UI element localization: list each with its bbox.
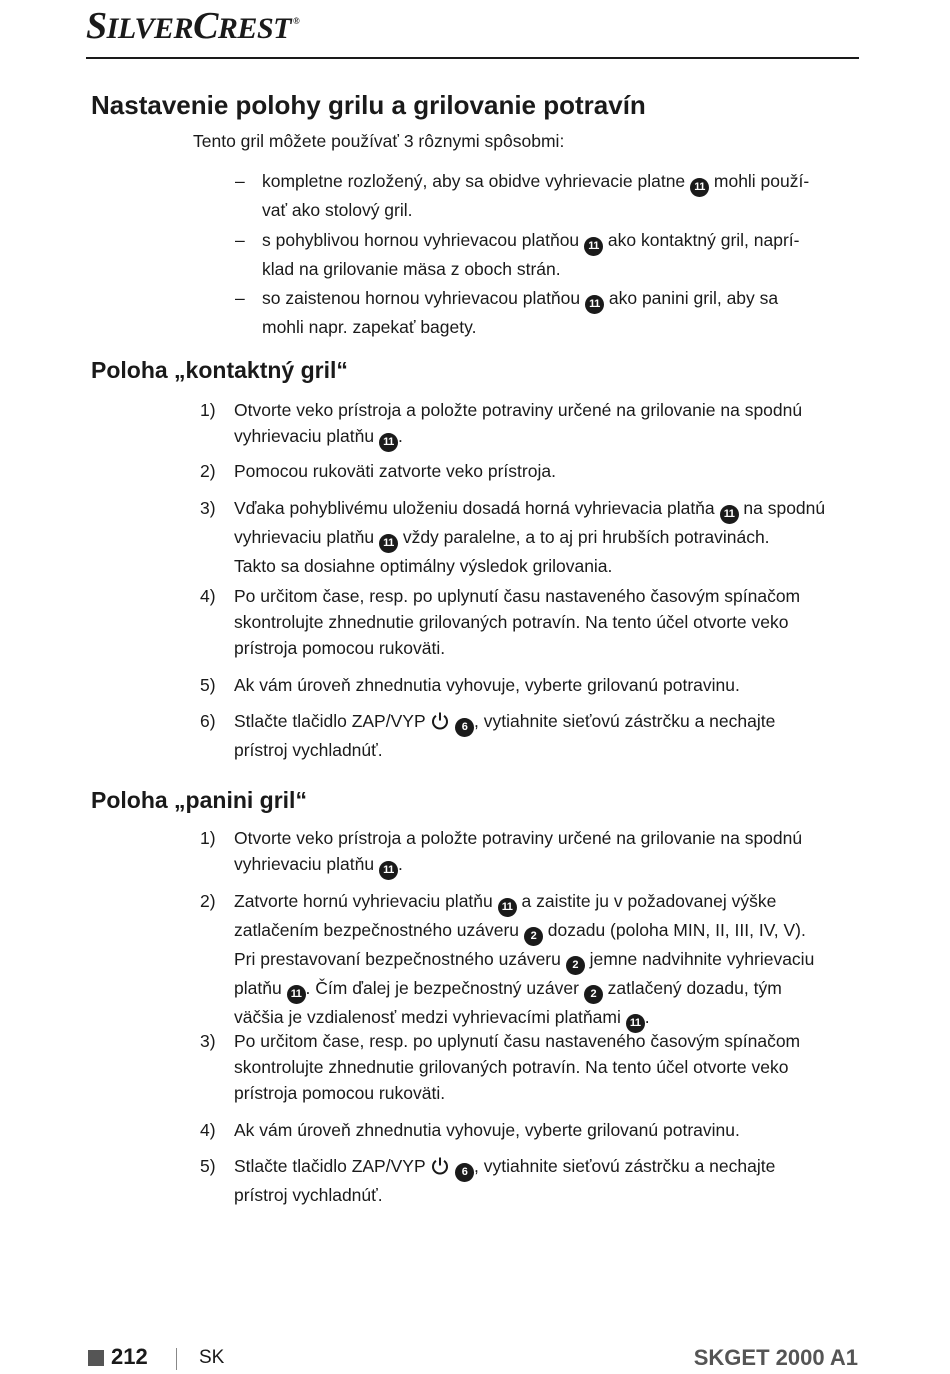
step-item: 5) Ak vám úroveň zhnednutia vyhovuje, vyberte grilovanú potravinu. <box>200 675 740 695</box>
page-title: Nastavenie polohy grilu a grilovanie potravín <box>91 90 646 120</box>
power-icon <box>430 1156 450 1176</box>
power-icon <box>430 711 450 731</box>
plate-reference-icon: 11 <box>585 295 604 314</box>
step-item: 3) Vďaka pohyblivému uloženiu dosadá horná vyhrievacia platňa 11 na spodnú vyhrievaciu platňu 11 vždy paralelne, a to aj pri hrubších potravinách. Takto sa dosiahne optimálny výsledok grilovania. <box>200 498 826 576</box>
step-item: 3) Po určitom čase, resp. po uplynutí času nastaveného časovým spínačom skontrolujte zhnednutie grilovaných potravín. Na tento účel otvorte veko prístroja pomocou rukoväti. <box>200 1031 801 1103</box>
plate-reference-icon: 11 <box>379 534 398 553</box>
plate-reference-icon: 11 <box>287 985 306 1004</box>
footer-square-icon <box>88 1350 104 1366</box>
header-rule <box>86 57 859 59</box>
plate-reference-icon: 11 <box>498 898 517 917</box>
power-button-reference-icon: 6 <box>455 718 474 737</box>
step-item: 4) Po určitom čase, resp. po uplynutí času nastaveného časovým spínačom skontrolujte zhnednutie grilovaných potravín. Na tento účel otvorte veko prístroja pomocou rukoväti. <box>200 586 801 658</box>
list-item: – s pohyblivou hornou vyhrievacou platňou 11 ako kontaktný gril, naprí- klad na grilovanie mäsa z oboch strán. <box>235 230 800 279</box>
list-item: – kompletne rozložený, aby sa obidve vyhrievacie platne 11 mohli použí- vať ako stolový gril. <box>235 171 810 220</box>
page-number: 212 <box>111 1344 148 1369</box>
plate-reference-icon: 11 <box>584 237 603 256</box>
list-item: – so zaistenou hornou vyhrievacou platňou 11 ako panini gril, aby sa mohli napr. zapekať bagety. <box>235 288 779 337</box>
step-item: 1) Otvorte veko prístroja a položte potraviny určené na grilovanie na spodnú vyhrievaciu platňu 11 . <box>200 397 860 452</box>
intro-text: Tento gril môžete používať 3 rôznymi spôsobmi: <box>193 131 565 151</box>
lock-reference-icon: 2 <box>566 956 585 975</box>
section-heading-contact: Poloha „kontaktný gril“ <box>91 357 348 383</box>
plate-reference-icon: 11 <box>720 505 739 524</box>
plate-reference-icon: 11 <box>690 178 709 197</box>
plate-reference-icon: 11 <box>379 433 398 452</box>
brand-logo: SILVERCREST ® <box>86 5 300 47</box>
plate-reference-icon: 11 <box>626 1014 645 1033</box>
plate-reference-icon: 11 <box>379 861 398 880</box>
step-item: 4) Ak vám úroveň zhnednutia vyhovuje, vyberte grilovanú potravinu. <box>200 1120 740 1140</box>
section-heading-panini: Poloha „panini gril“ <box>91 787 307 813</box>
step-item: 2) Zatvorte hornú vyhrievaciu platňu 11 a zaistite ju v požadovanej výške zatlačením bezpečnostného uzáveru 2 dozadu (poloha MIN, II, III, IV, V). Pri prestavovaní bezpečnostného uzáveru 2 jemne nadvihnite vyhrievaciu platňu 11 . Čím ďalej je bezpečnostný uzáver 2 zatlačený dozadu, tým väčšia je vzdialenosť medzi vyhrievacími platňami 11 . <box>200 888 860 1033</box>
language-code: SK <box>199 1347 225 1368</box>
lock-reference-icon: 2 <box>584 985 603 1004</box>
footer-separator <box>176 1348 177 1370</box>
power-button-reference-icon: 6 <box>455 1163 474 1182</box>
lock-reference-icon: 2 <box>524 927 543 946</box>
step-item: 6) Stlačte tlačidlo ZAP/VYP 6 , vytiahnite sieťovú zástrčku a nechajte prístroj vychladnúť. <box>200 711 776 760</box>
step-item: 2) Pomocou rukoväti zatvorte veko prístroja. <box>200 461 556 481</box>
step-item: 1) Otvorte veko prístroja a položte potraviny určené na grilovanie na spodnú vyhrievaciu platňu 11 . <box>200 825 860 880</box>
step-item: 5) Stlačte tlačidlo ZAP/VYP 6 , vytiahnite sieťovú zástrčku a nechajte prístroj vychladnúť. <box>200 1156 776 1205</box>
model-number: SKGET 2000 A1 <box>693 1345 858 1370</box>
